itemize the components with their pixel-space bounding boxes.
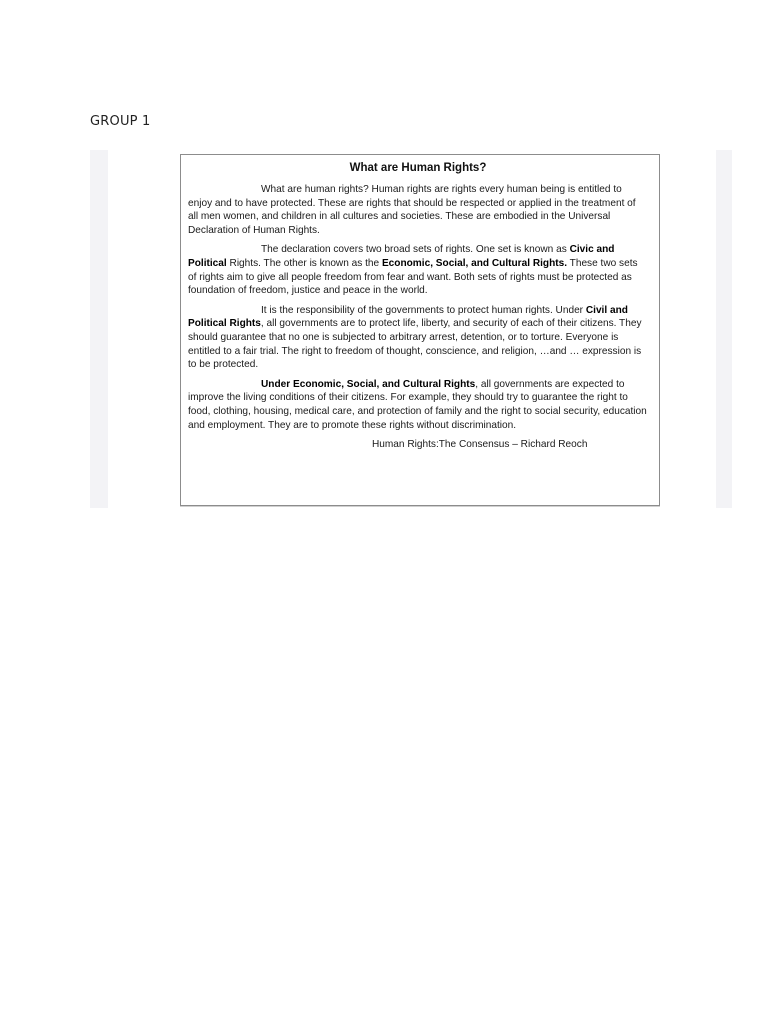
group-label: GROUP 1: [90, 114, 151, 129]
paragraph-4-bold-a: Under Economic, Social, and Cultural Rights: [261, 378, 476, 390]
paragraph-2: [188, 243, 648, 297]
right-margin-band: [716, 150, 732, 508]
embedded-document-image: [180, 154, 660, 506]
document-title: What are Human Rights?: [349, 162, 487, 174]
paragraph-2-text-c: Rights. The other is known as the: [226, 257, 382, 269]
left-margin-band: [90, 150, 108, 508]
paragraph-2-bold-a: Civic and Political: [188, 244, 615, 269]
paragraph-2-text-e: These two sets of rights aim to give all people freedom from fear and want. Both sets of rights must be protected as foundation of freedom, justice and peace in the world.: [188, 257, 638, 297]
paragraph-2-bold-d: Economic, Social, and Cultural Rights.: [381, 257, 568, 269]
paragraph-3-text-a: It is the responsibility of the governments to protect human rights. Under: [261, 304, 586, 316]
paragraph-3: [188, 304, 648, 372]
paragraph-3-bold-b: Civil and Political Rights: [188, 304, 628, 330]
paragraph-2-text-a: The declaration covers two broad sets of rights. One set is known as: [261, 244, 570, 256]
paragraph-4: [188, 378, 648, 432]
paragraph-4-text-b: , all governments are expected to improve the living conditions of their citizens. For example, they should try to guarantee the right to food, clothing, housing, medical care, and protection of family and the right to social security, education and employment. They are to promote these rights without discrimination.: [188, 378, 647, 431]
paragraph-3-text-c: , all governments are to protect life, liberty, and security of each of their citizens. They should guarantee that no one is subjected to arbitrary arrest, detention, or to torture. Everyone is entitled to a fair trial. The right to freedom of thought, conscience, and religion, …and … expression is to be protected.: [188, 318, 642, 371]
document-source-citation: Human Rights:The Consensus – Richard Reoch: [372, 439, 588, 451]
paragraph-1-text: What are human rights? Human rights are rights every human being is entitled to enjoy and to have protected. These are rights that should be respected or applied in the treatment of all men women, and children in all cultures and societies. These are embodied in the Universal Declaration of Human Rights.: [188, 184, 636, 236]
paragraph-1: [188, 183, 648, 237]
